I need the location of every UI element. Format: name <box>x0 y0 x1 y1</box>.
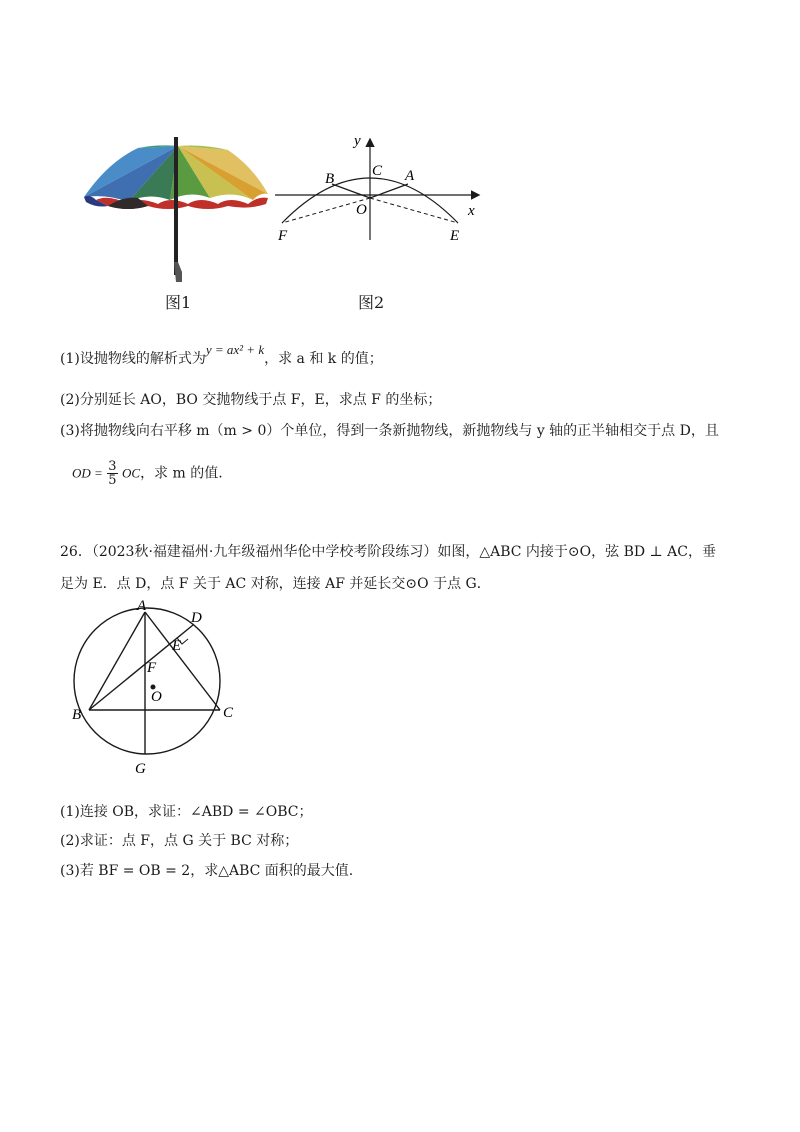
fig2-label-a: A <box>405 168 415 184</box>
q25-part1 <box>60 342 383 368</box>
q26-part3: (3)若 BF = OB = 2，求△ABC 面积的最大值. <box>60 863 354 879</box>
circle-label-g: G <box>135 761 146 777</box>
q25-part3: (3)将抛物线向右平移 m（m > 0）个单位，得到一条新抛物线，新抛物线与 y 轴的正半轴相交于点 D，且 <box>60 423 719 439</box>
circle-label-c: C <box>223 705 234 721</box>
q25-part1-formula: y = ax² + k <box>205 342 265 357</box>
circle-label-b: B <box>72 707 82 723</box>
circle-label-a: A <box>137 598 147 614</box>
fig2-label-c: C <box>372 163 383 179</box>
q25-part1-prefix: (1)设抛物线的解析式为 <box>60 351 206 367</box>
fig2-label-b: B <box>325 171 335 187</box>
fig1-caption: 图1 <box>165 293 192 312</box>
fig2-label-f: F <box>278 228 288 244</box>
circle-label-f: F <box>147 660 157 676</box>
fig2-label-x: x <box>468 203 475 219</box>
q26-header: 26．（2023秋·福建福州·九年级福州华伦中学校考阶段练习）如图，△ABC 内接于⊙O，弦 BD ⊥ AC，垂 <box>60 544 716 560</box>
q25-fraction <box>107 460 117 487</box>
circle-label-e: E <box>172 638 182 654</box>
q25-eq-suffix: ，求 m 的值. <box>140 465 223 482</box>
q26-part1: (1)连接 OB，求证：∠ABD = ∠OBC； <box>60 804 313 820</box>
circle-label-d: D <box>191 610 202 626</box>
q25-frac-num: 3 <box>108 459 117 474</box>
q25-part1-suffix: ，求 a 和 k 的值； <box>264 351 383 367</box>
q26-part2: (2)求证：点 F，点 G 关于 BC 对称； <box>60 833 299 849</box>
fig2-caption: 图2 <box>358 293 385 312</box>
q25-part3-equation <box>72 460 223 487</box>
circle-label-o: O <box>151 689 162 705</box>
umbrella-figure <box>78 132 273 287</box>
circle-figure <box>65 595 245 780</box>
q25-eq-rhs: OC <box>122 465 141 481</box>
fig2-label-y: y <box>354 133 361 149</box>
q25-frac-den: 5 <box>108 473 117 488</box>
fig2-label-o: O <box>356 202 367 218</box>
fig2-label-e: E <box>450 228 460 244</box>
q26-header-cont: 足为 E．点 D，点 F 关于 AC 对称，连接 AF 并延长交⊙O 于点 G． <box>60 576 491 592</box>
parabola-figure <box>270 128 485 253</box>
q25-eq-lhs: OD = <box>72 465 103 481</box>
q25-part2: (2)分别延长 AO，BO 交抛物线于点 F，E，求点 F 的坐标； <box>60 392 442 408</box>
